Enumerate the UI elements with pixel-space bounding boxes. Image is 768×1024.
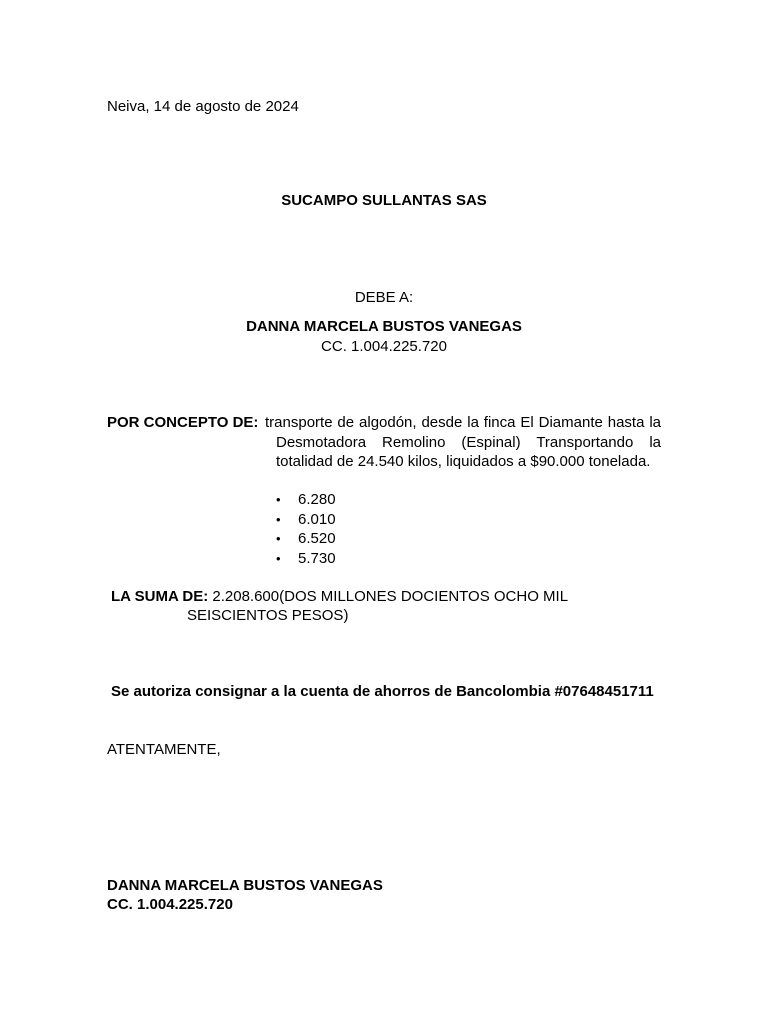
- sum-line: [111, 587, 568, 606]
- concept-label: POR CONCEPTO DE:: [107, 414, 259, 431]
- debe-a-heading: DEBE A:: [354, 289, 414, 306]
- amount-value: 5.730: [298, 549, 336, 567]
- sum-value-continuation: SEISCIENTOS PESOS): [187, 607, 349, 624]
- signature-id: CC. 1.004.225.720: [107, 896, 233, 913]
- creditor-id: CC. 1.004.225.720: [321, 338, 447, 355]
- sum-label: LA SUMA DE:: [111, 588, 209, 605]
- company-name: SUCAMPO SULLANTAS SAS: [281, 192, 487, 209]
- authorization-note: Se autoriza consignar a la cuenta de ahorros de Bancolombia #07648451711: [111, 683, 654, 700]
- bullet-icon: •: [276, 511, 281, 527]
- list-item: [276, 510, 336, 530]
- place-date: Neiva, 14 de agosto de 2024: [107, 98, 299, 115]
- creditor-name: DANNA MARCELA BUSTOS VANEGAS: [246, 318, 522, 335]
- signature-name: DANNA MARCELA BUSTOS VANEGAS: [107, 877, 383, 894]
- amount-value: 6.280: [298, 491, 336, 508]
- amount-list: [276, 490, 336, 568]
- list-item: [276, 529, 336, 549]
- sum-value: 2.208.600(DOS MILLONES DOCIENTOS OCHO MIL: [212, 588, 569, 605]
- concept-rest: Desmotadora Remolino (Espinal) Transportando la totalidad de 24.540 kilos, liquidados a $90.000 tonelada.: [276, 433, 661, 471]
- bullet-icon: •: [276, 550, 281, 566]
- list-item: [276, 549, 336, 569]
- amount-value: 6.520: [298, 530, 336, 547]
- list-item: [276, 490, 336, 510]
- bullet-icon: •: [276, 531, 281, 546]
- concept-first-line: transporte de algodón, desde la finca El Diamante hasta la: [265, 414, 661, 431]
- amount-value: 6.010: [298, 510, 336, 528]
- closing-salutation: ATENTAMENTE,: [107, 741, 221, 758]
- bullet-icon: •: [276, 492, 281, 507]
- concept-description: [265, 413, 661, 472]
